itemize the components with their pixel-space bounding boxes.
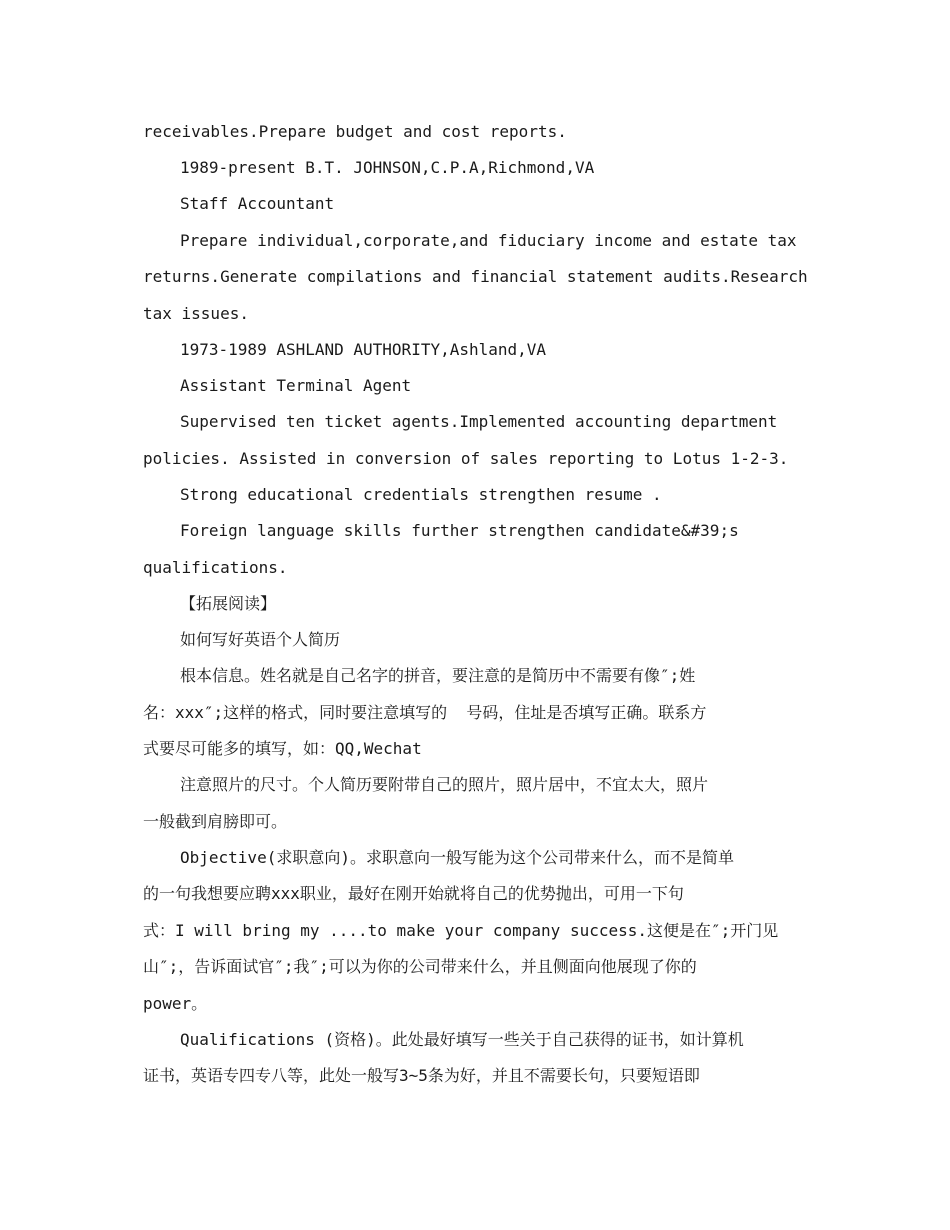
text-line: 名：xxx″;这样的格式，同时要注意填写的 号码，住址是否填写正确。联系方 — [143, 703, 707, 722]
section-heading: 【拓展阅读】 — [180, 594, 277, 613]
text-line: policies. Assisted in conversion of sales reporting to Lotus 1-2-3. — [143, 449, 789, 468]
text-line: Foreign language skills further strengthen candidate&#39;s — [180, 521, 739, 540]
text-line: 式：I will bring my ....to make your company success.这便是在″;开门见 — [143, 921, 779, 940]
text-line: power。 — [143, 994, 208, 1013]
text-line: 山″;，告诉面试官″;我″;可以为你的公司带来什么，并且侧面向他展现了你的 — [143, 957, 697, 976]
text-line: Strong educational credentials strengthen resume . — [180, 485, 662, 504]
text-line: Objective(求职意向)。求职意向一般写能为这个公司带来什么，而不是简单 — [180, 848, 734, 867]
text-line: 1989-present B.T. JOHNSON,C.P.A,Richmond,VA — [180, 158, 595, 177]
text-line: returns.Generate compilations and financial statement audits.Research — [143, 267, 808, 286]
text-line: 1973-1989 ASHLAND AUTHORITY,Ashland,VA — [180, 340, 547, 359]
text-line: Prepare individual,corporate,and fiduciary income and estate tax — [180, 231, 797, 250]
text-line: 注意照片的尺寸。个人简历要附带自己的照片，照片居中，不宜太大，照片 — [180, 775, 709, 794]
text-line: tax issues. — [143, 304, 249, 323]
article-title: 如何写好英语个人简历 — [180, 630, 341, 649]
text-line: Supervised ten ticket agents.Implemented accounting department — [180, 412, 778, 431]
text-line: receivables.Prepare budget and cost reports. — [143, 122, 567, 141]
text-line: 根本信息。姓名就是自己名字的拼音，要注意的是简历中不需要有像″;姓 — [180, 666, 696, 685]
text-line: 证书，英语专四专八等，此处一般写3~5条为好，并且不需要长句，只要短语即 — [143, 1066, 700, 1085]
text-line: Qualifications (资格)。此处最好填写一些关于自己获得的证书，如计算机 — [180, 1030, 744, 1049]
text-line: Assistant Terminal Agent — [180, 376, 412, 395]
text-line: 式要尽可能多的填写，如：QQ,Wechat — [143, 739, 422, 758]
text-line: Staff Accountant — [180, 194, 335, 213]
text-line: 的一句我想要应聘xxx职业，最好在刚开始就将自己的优势抛出，可用一下句 — [143, 884, 684, 903]
text-line: qualifications. — [143, 558, 288, 577]
text-line: 一般截到肩膀即可。 — [143, 812, 288, 831]
